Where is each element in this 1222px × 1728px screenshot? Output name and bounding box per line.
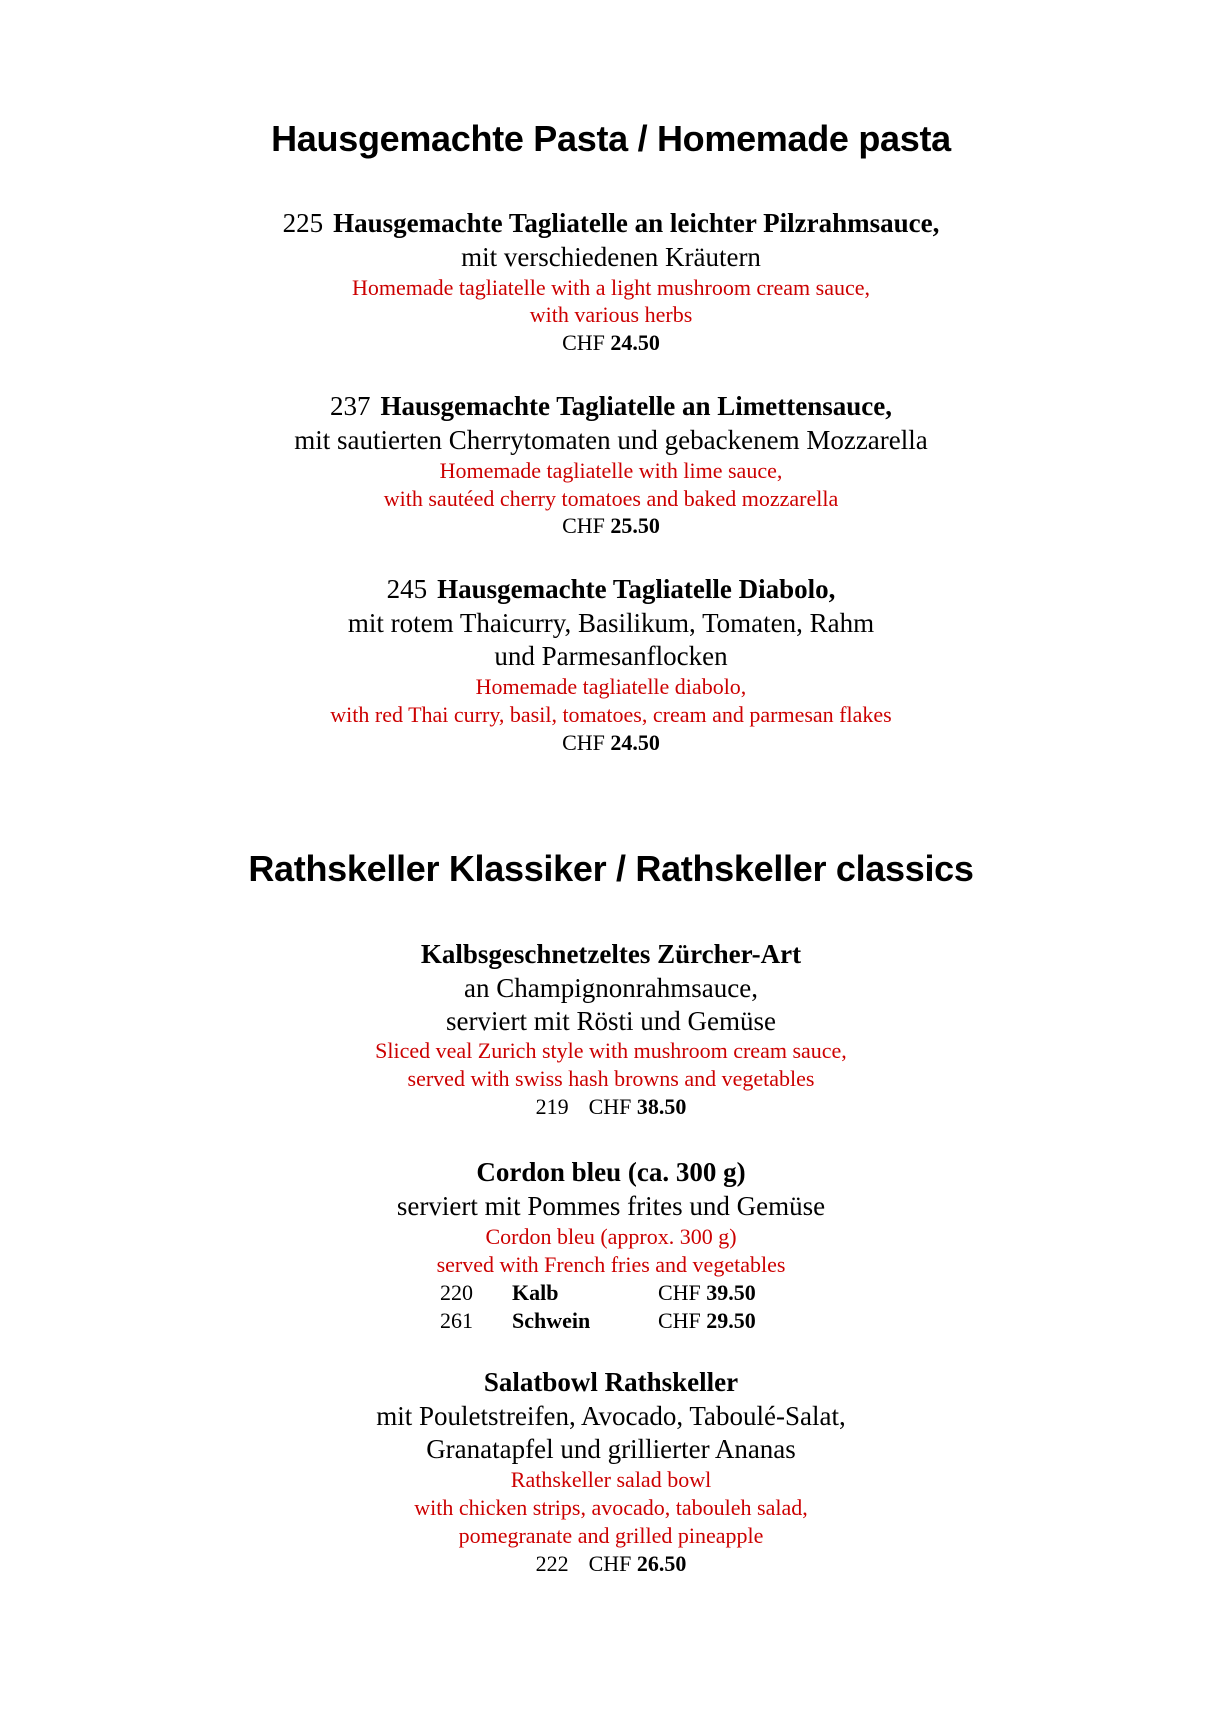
price-variant-row (0, 1282, 1222, 1306)
item-description-de: und Parmesanflocken (494, 641, 728, 671)
price-variant-row (0, 1310, 1222, 1334)
item-description-de: serviert mit Pommes frites und Gemüse (396, 1191, 826, 1221)
item-description-de: Granatapfel und grillierter Ananas (426, 1434, 796, 1464)
item-description-de: mit Pouletstreifen, Avocado, Taboulé-Salat, (376, 1401, 846, 1431)
item-description-en: with various herbs (529, 302, 693, 327)
menu-item-title (0, 393, 1222, 420)
price-value: 26.50 (636, 1551, 687, 1576)
item-description-en: Homemade tagliatelle with a light mushroom cream sauce, (351, 275, 871, 300)
item-number: 237 (330, 391, 371, 421)
price-value: 25.50 (610, 513, 660, 538)
item-description-en: Sliced veal Zurich style with mushroom cream sauce, (375, 1038, 847, 1063)
variant-name: Schwein (512, 1308, 591, 1333)
item-price (0, 332, 1222, 354)
section-heading-pasta: Hausgemachte Pasta / Homemade pasta (271, 118, 951, 159)
price-value: 29.50 (706, 1308, 756, 1333)
currency: CHF (562, 513, 605, 538)
currency: CHF (658, 1280, 701, 1305)
menu-item-title (0, 576, 1222, 603)
item-title: Kalbsgeschnetzeltes Zürcher-Art (420, 939, 802, 969)
currency: CHF (658, 1308, 701, 1333)
item-description-en: with chicken strips, avocado, tabouleh salad, (414, 1495, 808, 1520)
item-title: Hausgemachte Tagliatelle an Limettensauce, (380, 391, 892, 421)
price-value: 39.50 (706, 1280, 756, 1305)
item-description-de: mit rotem Thaicurry, Basilikum, Tomaten, Rahm (347, 608, 875, 638)
item-price (0, 1096, 1222, 1118)
item-number: 245 (386, 574, 428, 604)
currency: CHF (588, 1094, 632, 1119)
menu-item-title (0, 210, 1222, 237)
item-price (0, 732, 1222, 754)
currency: CHF (562, 330, 605, 355)
item-number: 219 (535, 1094, 569, 1119)
item-description-de: serviert mit Rösti und Gemüse (446, 1006, 776, 1036)
variant-name: Kalb (512, 1280, 559, 1305)
item-description-en: pomegranate and grilled pineapple (458, 1523, 764, 1548)
section-heading-classics: Rathskeller Klassiker / Rathskeller classics (248, 848, 974, 889)
item-title: Hausgemachte Tagliatelle an leichter Pilzrahmsauce, (333, 208, 940, 238)
item-price (0, 1553, 1222, 1575)
item-description-en: Cordon bleu (approx. 300 g) (485, 1224, 737, 1249)
item-description-en: served with French fries and vegetables (436, 1252, 786, 1277)
currency: CHF (588, 1551, 632, 1576)
item-description-de: mit sautierten Cherrytomaten und gebackenem Mozzarella (294, 425, 928, 455)
item-description-en: Rathskeller salad bowl (510, 1467, 712, 1492)
item-number: 222 (535, 1551, 569, 1576)
item-number: 225 (282, 208, 324, 238)
item-title: Cordon bleu (ca. 300 g) (476, 1157, 746, 1187)
item-number: 261 (440, 1308, 473, 1333)
item-description-de: an Champignonrahmsauce, (464, 973, 758, 1003)
item-description-en: Homemade tagliatelle with lime sauce, (439, 458, 783, 483)
item-description-en: Homemade tagliatelle diabolo, (475, 674, 747, 699)
item-description-en: with red Thai curry, basil, tomatoes, cream and parmesan flakes (330, 702, 892, 727)
item-title: Hausgemachte Tagliatelle Diabolo, (437, 574, 836, 604)
currency: CHF (562, 730, 605, 755)
item-price (658, 1310, 756, 1332)
price-value: 24.50 (610, 730, 660, 755)
item-price (658, 1282, 756, 1304)
item-title: Salatbowl Rathskeller (483, 1367, 739, 1397)
item-description-en: served with swiss hash browns and vegetables (407, 1066, 815, 1091)
item-description-en: with sautéed cherry tomatoes and baked mozzarella (383, 486, 839, 511)
item-number: 220 (440, 1280, 473, 1305)
item-description-de: mit verschiedenen Kräutern (461, 242, 761, 272)
price-value: 38.50 (636, 1094, 687, 1119)
item-price (0, 515, 1222, 537)
price-value: 24.50 (610, 330, 660, 355)
